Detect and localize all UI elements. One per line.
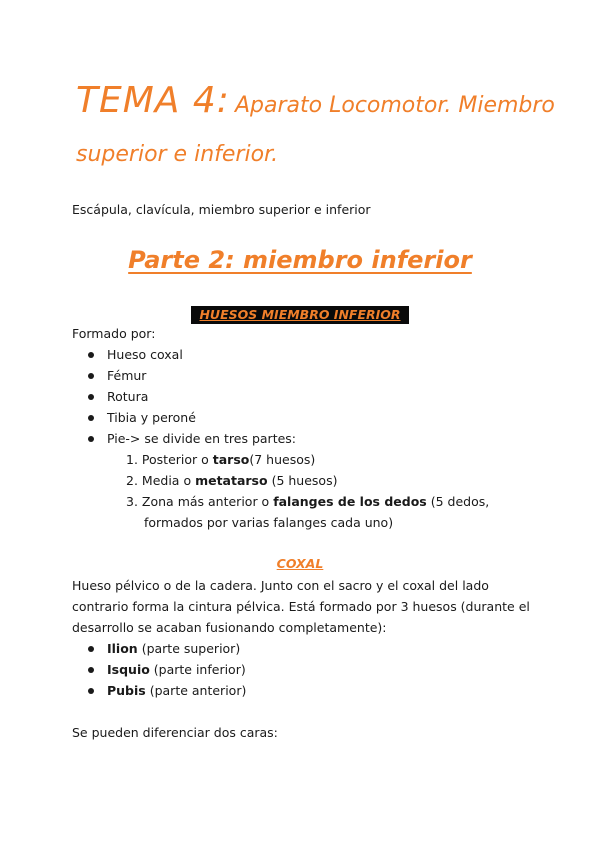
list-item (88, 368, 146, 383)
item-bold: metatarso (195, 473, 268, 488)
huesos-heading-wrap (0, 304, 600, 324)
coxal-heading: COXAL (276, 556, 324, 571)
paragraph-line: desarrollo se acaban fusionando completamente): (72, 620, 387, 635)
subtitle: Escápula, clavícula, miembro superior e inferior (72, 202, 371, 217)
list-item (88, 389, 148, 404)
bone-name: Isquio (107, 662, 150, 677)
list-item-text: Pie-> se divide en tres partes: (107, 431, 297, 446)
list-item (88, 683, 246, 698)
closing-text: Se pueden diferenciar dos caras: (72, 725, 278, 740)
bullet-icon (88, 373, 94, 379)
numbered-item (126, 452, 315, 467)
list-item (88, 347, 183, 362)
item-text: Media o (141, 473, 196, 488)
item-text: Zona más anterior o (141, 494, 274, 509)
bone-desc: (parte superior) (137, 641, 241, 656)
bone-desc: (parte anterior) (145, 683, 247, 698)
bullet-icon (88, 394, 94, 400)
item-text: (5 dedos, (426, 494, 490, 509)
bullet-icon (88, 667, 94, 673)
part-title: Parte 2: miembro inferior (128, 246, 472, 274)
item-text: Posterior o (141, 452, 213, 467)
numbered-item (126, 494, 489, 509)
item-number: 2. (126, 473, 138, 488)
title-line-2: superior e inferior. (76, 142, 279, 167)
bone-desc: (parte inferior) (149, 662, 246, 677)
bullet-icon (88, 688, 94, 694)
item-text: (5 huesos) (267, 473, 338, 488)
list-item-text: Rotura (107, 389, 149, 404)
list-item-text: Fémur (107, 368, 147, 383)
bone-name: Pubis (107, 683, 146, 698)
item-bold: falanges de los dedos (273, 494, 427, 509)
item-number: 3. (126, 494, 138, 509)
bone-name: Ilion (107, 641, 138, 656)
list-item (88, 641, 240, 656)
bullet-icon (88, 352, 94, 358)
item-number: 1. (126, 452, 138, 467)
title-tema-label: TEMA 4: (76, 80, 230, 121)
bullet-icon (88, 436, 94, 442)
bullet-icon (88, 415, 94, 421)
item-bold: tarso (212, 452, 250, 467)
numbered-item (126, 473, 337, 488)
list-item (88, 662, 246, 677)
item-text: (7 huesos) (249, 452, 316, 467)
title-text: Aparato Locomotor. Miembro (235, 93, 555, 118)
list-item (88, 431, 296, 446)
list-item-text: Tibia y peroné (107, 410, 196, 425)
numbered-item-continuation: formados por varias falanges cada uno) (144, 515, 394, 530)
bullet-icon (88, 646, 94, 652)
huesos-heading: HUESOS MIEMBRO INFERIOR (191, 306, 408, 324)
huesos-intro: Formado por: (72, 326, 156, 341)
list-item-text: Hueso coxal (107, 347, 183, 362)
page-title (76, 80, 555, 121)
paragraph-line: contrario forma la cintura pélvica. Está formado por 3 huesos (durante el (72, 599, 530, 614)
list-item (88, 410, 196, 425)
paragraph-line: Hueso pélvico o de la cadera. Junto con el sacro y el coxal del lado (72, 578, 489, 593)
